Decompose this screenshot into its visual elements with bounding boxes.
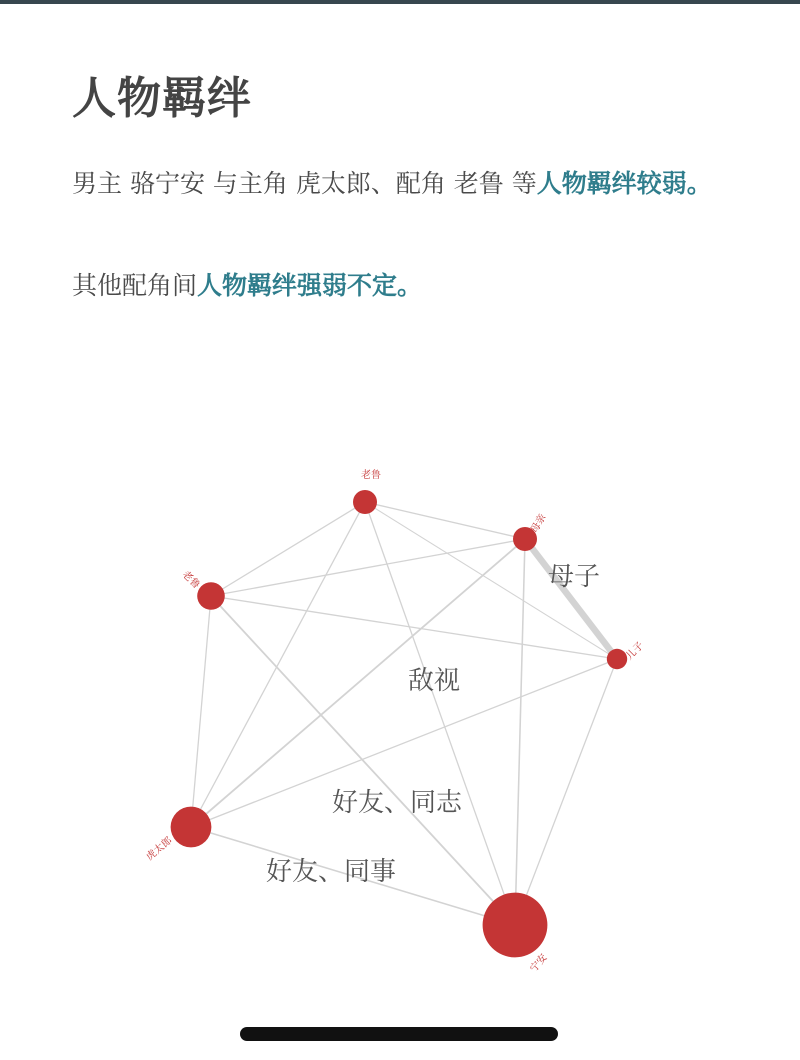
node-label-layer (143, 468, 646, 975)
node-right[interactable] (607, 649, 627, 669)
edge-label: 敌视 (407, 666, 461, 696)
edge-label: 好友、同志 (331, 788, 463, 818)
node-label: 宁安 (528, 952, 550, 975)
edge-label: 母子 (547, 562, 601, 592)
node-label: 母亲 (529, 512, 549, 536)
node-left[interactable] (197, 582, 225, 610)
edge-topright-hutailang (191, 539, 525, 827)
edge-topright-right (525, 539, 617, 659)
node-top[interactable] (353, 490, 377, 514)
intro-line2-highlight: 人物羁绊强弱不定。 (197, 271, 423, 300)
section-title: 人物羁绊 (72, 73, 252, 124)
edge-label: 好友、同事 (265, 857, 397, 887)
edge-label-layer (266, 562, 600, 887)
character-relationship-graph (0, 440, 800, 1000)
top-rule (0, 0, 800, 4)
intro-line2-text: 其他配角间 (72, 271, 198, 300)
node-label: 儿子 (624, 640, 647, 663)
node-hutailang[interactable] (171, 807, 212, 848)
node-layer (171, 490, 628, 957)
node-label: 虎太郎 (144, 835, 175, 863)
intro-paragraph-2 (72, 262, 762, 310)
intro-paragraph-1 (72, 160, 762, 208)
intro-line1-highlight: 人物羁绊较弱。 (536, 169, 712, 198)
node-label: 老鲁 (179, 569, 202, 592)
intro-line1-text: 男主 骆宁安 与主角 虎太郎、配角 老鲁 等 (72, 169, 537, 198)
edge-left-hutailang (191, 596, 211, 827)
node-ningan[interactable] (483, 893, 548, 958)
home-indicator[interactable] (240, 1027, 558, 1041)
edge-top-topright (365, 502, 525, 539)
edge-top-hutailang (191, 502, 365, 827)
edge-left-right (211, 596, 617, 659)
node-label: 老鲁 (361, 470, 381, 481)
edge-right-ningan (515, 659, 617, 925)
